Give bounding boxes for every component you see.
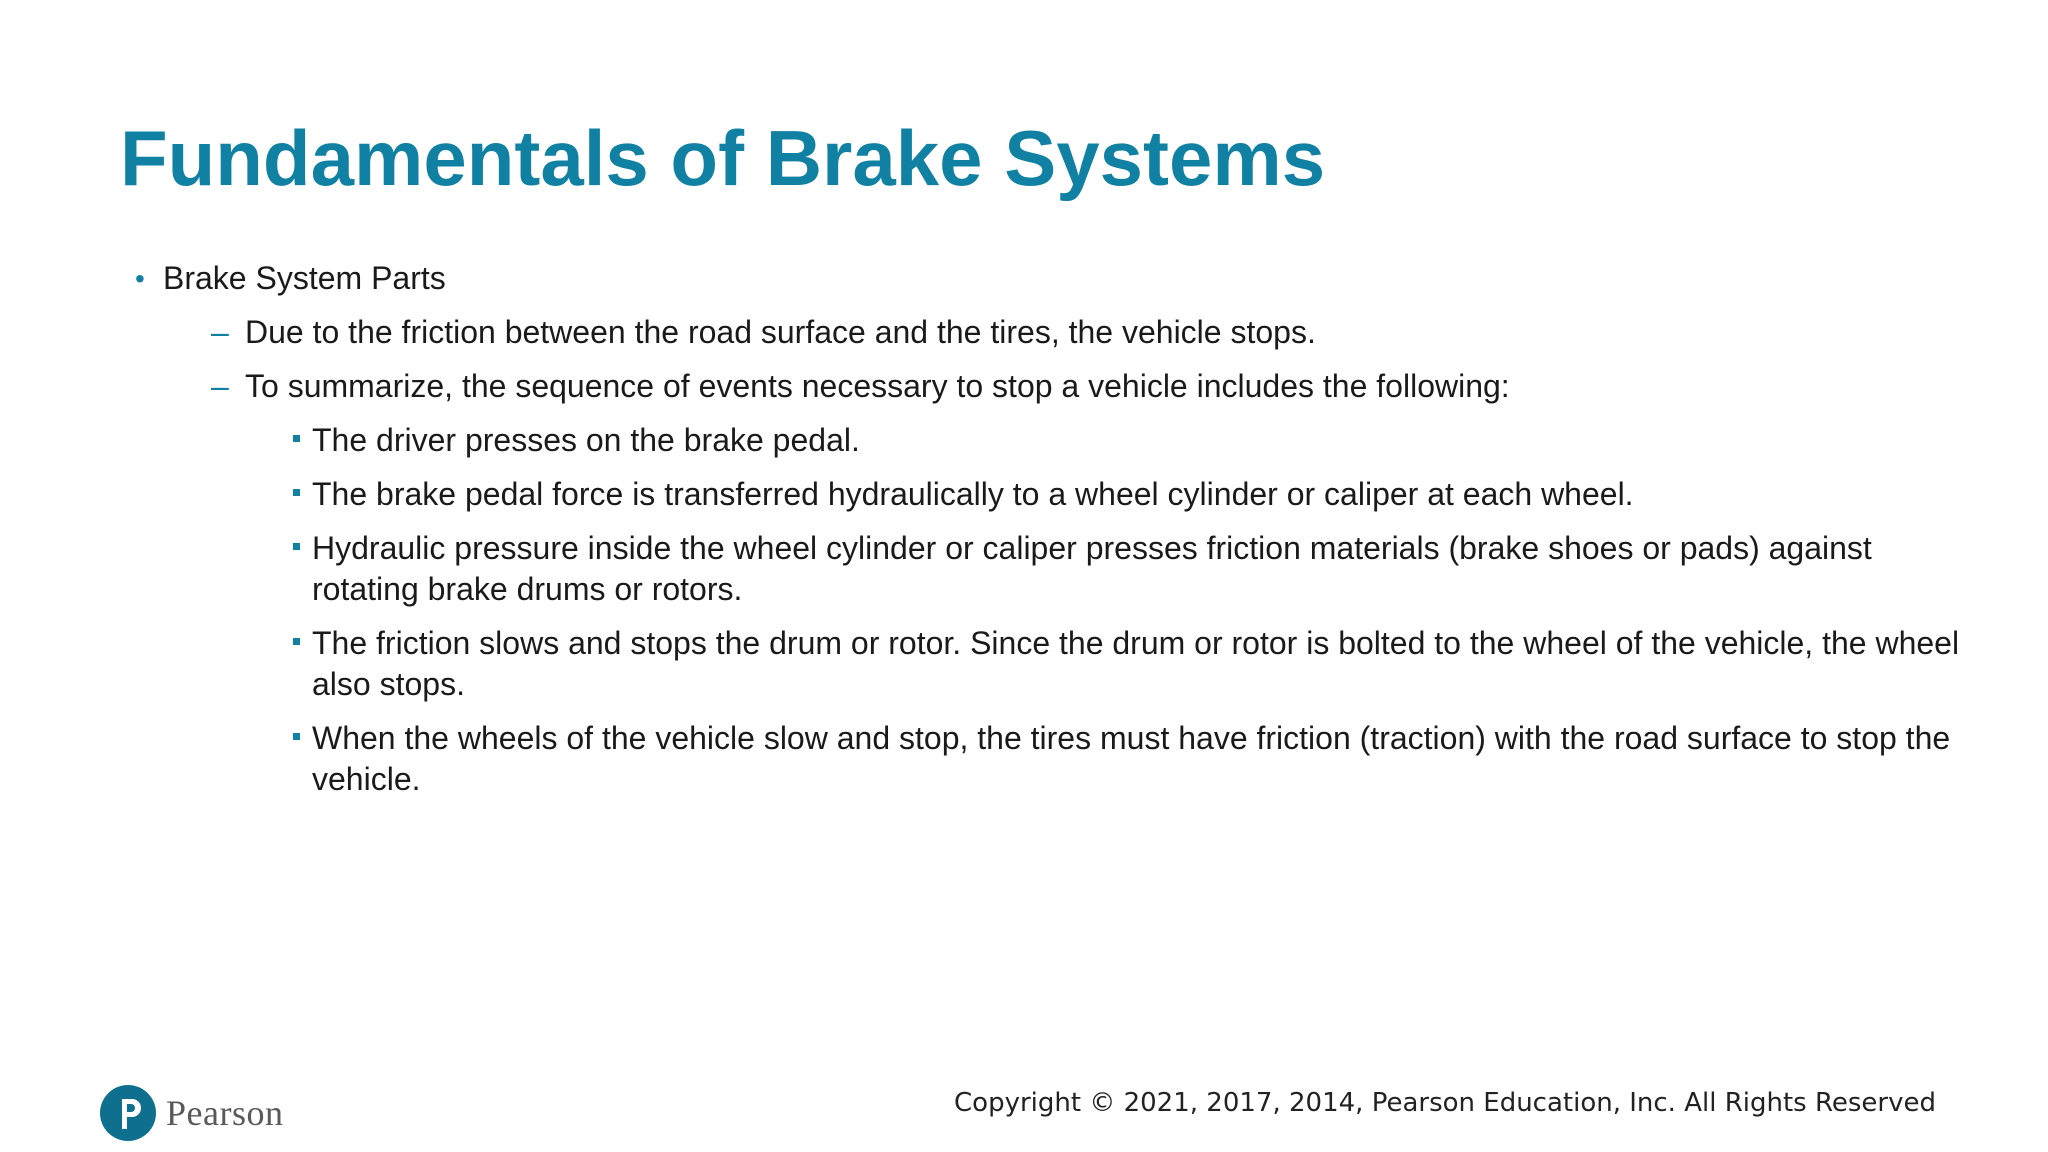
pearson-p-icon [100, 1085, 156, 1141]
bullet-list [135, 258, 1965, 813]
sub-sub-bullet-item [135, 420, 1965, 461]
pearson-wordmark: Pearson [166, 1093, 284, 1133]
sub-sub-bullet-item [135, 474, 1965, 515]
dash-marker: – [211, 314, 229, 350]
square-bullet-icon [293, 543, 300, 550]
bullet-item-brake-system-parts [135, 258, 1965, 299]
sub-bullet-item [135, 312, 1965, 353]
bullet-marker: • [135, 263, 145, 294]
sub-sub-bullet-text: Hydraulic pressure inside the wheel cylinder or caliper presses friction materials (brake shoes or pads) against rotating brake drums or rotors. [312, 530, 1872, 607]
sub-sub-bullet-text: The brake pedal force is transferred hydraulically to a wheel cylinder or caliper at each wheel. [312, 476, 1634, 512]
sub-sub-bullet-item [135, 623, 1965, 705]
sub-bullet-text: To summarize, the sequence of events necessary to stop a vehicle includes the following: [245, 368, 1510, 404]
sub-bullet-item [135, 366, 1965, 407]
square-bullet-icon [293, 733, 300, 740]
bullet-text: Brake System Parts [163, 260, 446, 296]
pearson-logo [100, 1085, 283, 1141]
dash-marker: – [211, 368, 229, 404]
slide-title: Fundamentals of Brake Systems [120, 114, 1326, 202]
copyright-notice: Copyright © 2021, 2017, 2014, Pearson Education, Inc. All Rights Reserved [954, 1088, 1936, 1118]
sub-sub-bullet-text: When the wheels of the vehicle slow and stop, the tires must have friction (traction) with the road surface to stop the vehicle. [312, 720, 1951, 797]
sub-bullet-text: Due to the friction between the road surface and the tires, the vehicle stops. [245, 314, 1316, 350]
sub-sub-bullet-text: The driver presses on the brake pedal. [312, 422, 860, 458]
square-bullet-icon [293, 435, 300, 442]
sub-sub-bullet-text: The friction slows and stops the drum or rotor. Since the drum or rotor is bolted to the wheel of the vehicle, the wheel also stops. [312, 625, 1960, 702]
sub-sub-bullet-item [135, 528, 1965, 610]
square-bullet-icon [293, 638, 300, 645]
square-bullet-icon [293, 489, 300, 496]
pearson-p-glyph [100, 1085, 156, 1141]
sub-sub-bullet-item [135, 718, 1965, 800]
